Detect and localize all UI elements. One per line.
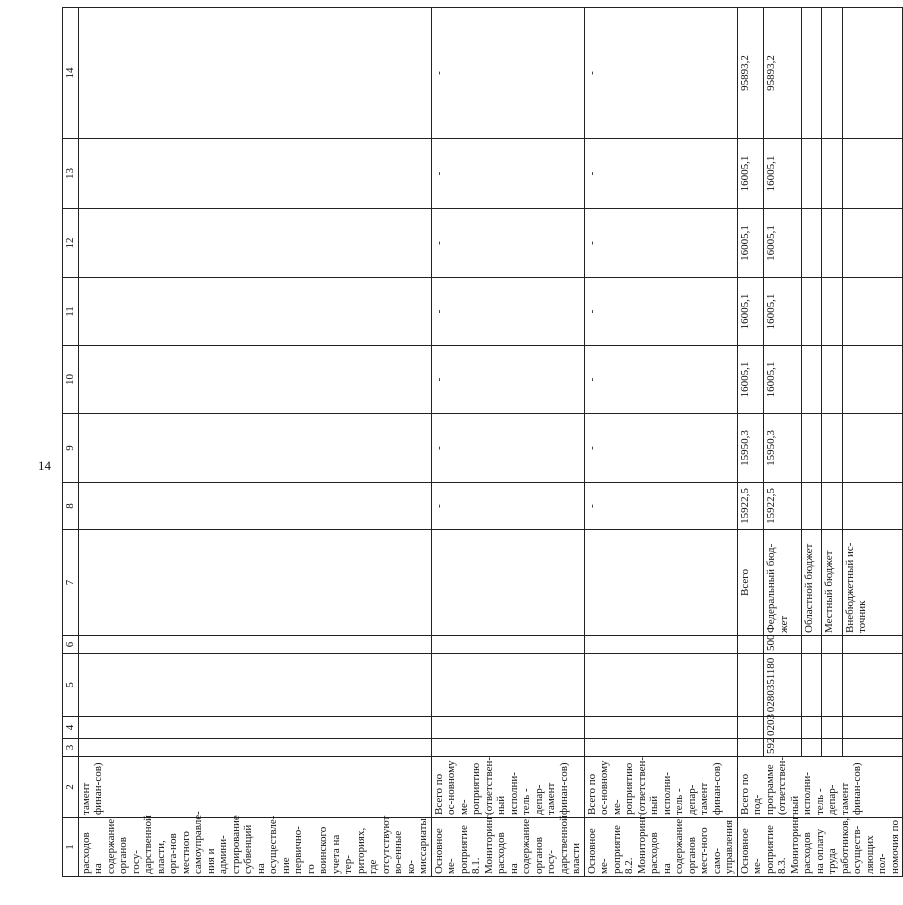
header-cell: 3 xyxy=(63,739,79,757)
executor-cell: Всего по ос-новному ме-роприятию (ответствен-ный исполни-тель - депар-тамент финан-сов) xyxy=(584,757,737,818)
dash-cell: - xyxy=(584,414,737,483)
header-cell: 11 xyxy=(63,278,79,346)
activity-name-cell: Основное ме-роприятие 8.1. Мониторинг расходов на содержание органов госу-дарственной власти xyxy=(431,818,584,877)
activity-name-cell: Основное ме-роприятие 8.2. Мониторинг расходов на содержание органов мест-ного само-управления xyxy=(584,818,737,877)
rzpr-cell: 0203 xyxy=(764,717,801,739)
value-cell: 16005,1 xyxy=(764,139,801,209)
table-row xyxy=(801,8,822,877)
header-cell: 13 xyxy=(63,139,79,209)
source-name-cell: Внебюджетный ис-точник xyxy=(842,530,902,636)
value-cell: 16005,1 xyxy=(737,278,764,346)
dash-cell: - xyxy=(431,278,584,346)
table-row xyxy=(431,8,584,877)
value-cell: 16005,1 xyxy=(737,139,764,209)
grbs-cell: 592 xyxy=(764,739,801,757)
activity-name-cell: расходов на содержание органов госу-дарственной власти, орга-нов местного самоуправле-ния и админи-стрирование субвенций на осуществле-ние первично-го воинского учета на тер-риториях, где отсутствуют во-енные ко-миссариаты xyxy=(78,818,431,877)
table-row xyxy=(737,8,764,877)
page-number: 14 xyxy=(38,458,51,473)
source-name-cell: Федеральный бюд-жет xyxy=(764,530,801,636)
table-row xyxy=(822,8,843,877)
budget-table xyxy=(62,7,903,877)
vr-cell: 500 xyxy=(764,636,801,654)
dash-cell: - xyxy=(584,8,737,139)
source-name-cell: Областной бюджет xyxy=(801,530,822,636)
value-cell: 16005,1 xyxy=(737,209,764,278)
table-row xyxy=(842,8,902,877)
dash-cell: - xyxy=(431,346,584,414)
dash-cell: - xyxy=(431,414,584,483)
dash-cell: - xyxy=(584,346,737,414)
header-cell: 14 xyxy=(63,8,79,139)
dash-cell: - xyxy=(431,483,584,530)
value-cell: 15950,3 xyxy=(764,414,801,483)
value-cell: 15950,3 xyxy=(737,414,764,483)
value-cell: 15922,5 xyxy=(737,483,764,530)
value-cell: 95893,2 xyxy=(737,8,764,139)
header-cell: 10 xyxy=(63,346,79,414)
value-cell: 16005,1 xyxy=(764,209,801,278)
header-cell: 12 xyxy=(63,209,79,278)
activity-name-cell: Основное ме-роприятие 8.3. Мониторинг расходов на оплату труда работников, осуществ-ляющих пол-номочия по xyxy=(737,818,903,877)
dash-cell: - xyxy=(584,209,737,278)
value-cell: 16005,1 xyxy=(737,346,764,414)
header-cell: 9 xyxy=(63,414,79,483)
value-cell: 16005,1 xyxy=(764,346,801,414)
dash-cell: - xyxy=(431,139,584,209)
header-row xyxy=(63,8,79,877)
header-cell: 6 xyxy=(63,636,79,654)
executor-cell: Всего по ос-новному ме-роприятию (ответствен-ный исполни-тель - депар-тамент финан-сов) xyxy=(431,757,584,818)
source-name-cell: Всего xyxy=(737,530,764,636)
executor-cell: тамент финан-сов) xyxy=(78,757,431,818)
dash-cell: - xyxy=(584,139,737,209)
table-row xyxy=(764,8,801,877)
header-cell: 7 xyxy=(63,530,79,636)
dash-cell: - xyxy=(431,8,584,139)
table-row xyxy=(584,8,737,877)
dash-cell: - xyxy=(584,483,737,530)
value-cell: 16005,1 xyxy=(764,278,801,346)
header-cell: 1 xyxy=(63,818,79,877)
csr-cell: 0280351180 xyxy=(764,654,801,717)
header-cell: 2 xyxy=(63,757,79,818)
header-cell: 8 xyxy=(63,483,79,530)
dash-cell: - xyxy=(431,209,584,278)
value-cell: 15922,5 xyxy=(764,483,801,530)
source-name-cell: Местный бюджет xyxy=(822,530,843,636)
table-row xyxy=(78,8,431,877)
executor-cell: Всего по под-программе (ответствен-ный исполни-тель - депар-тамент финан-сов) xyxy=(737,757,903,818)
header-cell: 4 xyxy=(63,717,79,739)
header-cell: 5 xyxy=(63,654,79,717)
value-cell: 95893,2 xyxy=(764,8,801,139)
dash-cell: - xyxy=(584,278,737,346)
